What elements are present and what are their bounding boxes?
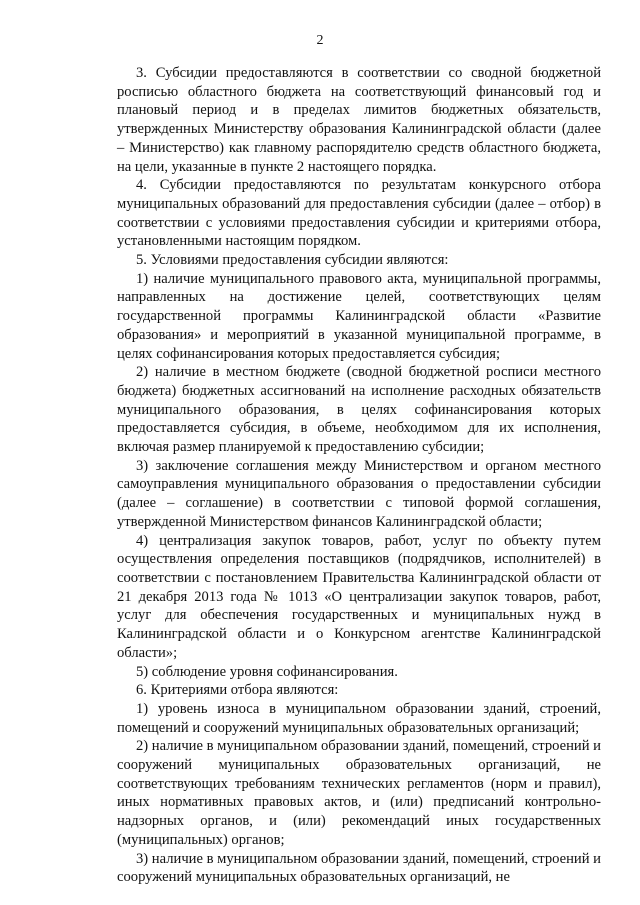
condition-1: 1) наличие муниципального правового акта, муниципальной программы, направленных на достижение целей, соответствующих целям государственной программы Калининградской области «Развитие образования» и мероприятий в указанной муниципальной программе, в целях софинансирования которых предоставляется субсидия; (117, 270, 601, 362)
condition-2: 2) наличие в местном бюджете (сводной бюджетной росписи местного бюджета) бюджетных ассигнований на исполнение расходных обязательств муниципального образования, в целях софинансирования которых предоставляется субсидия, в объеме, необходимом для их исполнения, включая размер планируемой к предоставлению субсидии; (117, 364, 601, 456)
paragraph-6-heading: 6. Критериями отбора являются: (136, 682, 339, 699)
document-body (117, 64, 601, 887)
paragraph-5-heading: 5. Условиями предоставления субсидии являются: (136, 252, 449, 269)
condition-3: 3) заключение соглашения между Министерством и органом местного самоуправления муниципального образования о предоставлении субсидии (далее – соглашение) в соответствии с типовой формой соглашения, утвержденной Министерством финансов Калининградской области; (117, 457, 601, 530)
condition-5: 5) соблюдение уровня софинансирования. (136, 663, 398, 680)
criterion-2: 2) наличие в муниципальном образовании зданий, помещений, строений и сооружений муниципальных образовательных организаций, не соответствующих требованиям технических регламентов (норм и правил), иных нормативных правовых актов, и (или) предписаний контрольно-надзорных органов, и (или) рекомендаций иных государственных (муниципальных) органов; (117, 738, 601, 848)
condition-4: 4) централизация закупок товаров, работ, услуг по объекту путем осуществления определения поставщиков (подрядчиков, исполнителей) в соответствии с постановлением Правительства Калининградской области от 21 декабря 2013 года № 1013 «О централизации закупок товаров, работ, услуг для обеспечения государственных и муниципальных нужд в Калининградской области и о Конкурсном агентстве Калининградской области»; (117, 532, 601, 661)
paragraph-3: 3. Субсидии предоставляются в соответствии со сводной бюджетной росписью областного бюджета на соответствующий финансовый год и плановый период и в пределах лимитов бюджетных обязательств, утвержденных Министерству образования Калининградской области (далее – Министерство) как главному распорядителю средств областного бюджета, на цели, указанные в пункте 2 настоящего порядка. (117, 65, 601, 175)
paragraph-4: 4. Субсидии предоставляются по результатам конкурсного отбора муниципальных образований для предоставления субсидии (далее – отбор) в соответствии с условиями предоставления субсидии и критериями отбора, установленными настоящим порядком. (117, 177, 601, 250)
criterion-1: 1) уровень износа в муниципальном образовании зданий, строений, помещений и сооружений муниципальных образовательных организаций; (117, 700, 601, 736)
page-number: 2 (316, 33, 324, 48)
criterion-3: 3) наличие в муниципальном образовании зданий, помещений, строений и сооружений муниципальных образовательных организаций, не (117, 850, 601, 886)
